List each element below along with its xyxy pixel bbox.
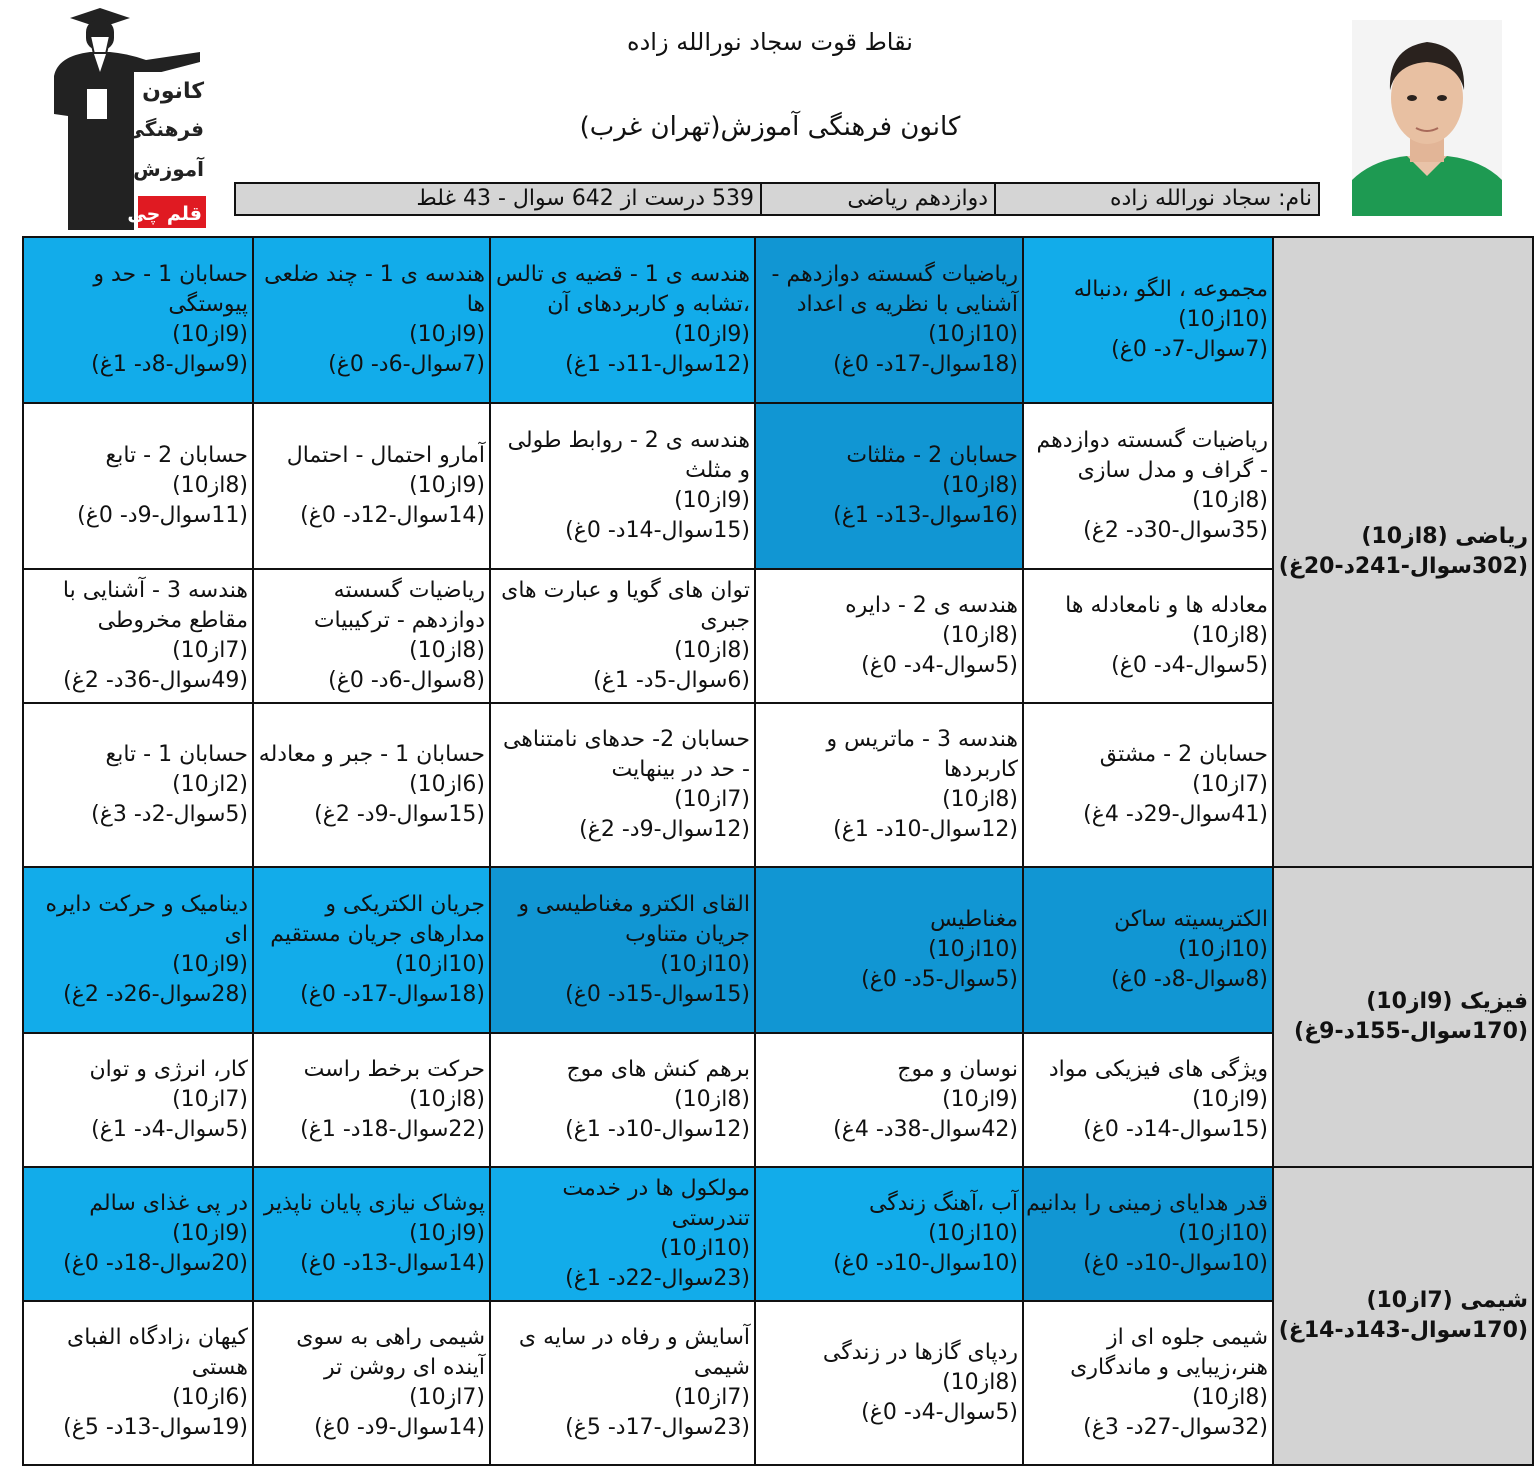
topic-score: (8از10) xyxy=(172,473,248,498)
strengths-table xyxy=(22,236,1534,1466)
logo-text-4: قلم چی xyxy=(127,203,202,225)
topic-score: (2از10) xyxy=(172,772,248,797)
topic-cell xyxy=(253,569,490,703)
table-row xyxy=(23,1167,1533,1301)
topic-score: (8از10) xyxy=(1192,1385,1268,1410)
topic-cell xyxy=(253,1167,490,1301)
topic-title: کار، انرژی و توان xyxy=(89,1057,248,1082)
topic-title: برهم کنش های موج xyxy=(566,1057,750,1082)
topic-score: (7از10) xyxy=(172,1087,248,1112)
topic-score: (8از10) xyxy=(1192,623,1268,648)
topic-score: (10از10) xyxy=(928,1221,1018,1246)
topic-title: توان های گویا و عبارت های جبری xyxy=(501,578,750,633)
topic-cell xyxy=(490,237,755,403)
topic-stats: (12سوال-9د- 2غ) xyxy=(579,817,750,842)
topic-cell xyxy=(1023,237,1273,403)
topic-stats: (18سوال-17د- 0غ) xyxy=(300,982,485,1007)
topic-title: حسابان 1 - تابع xyxy=(105,742,248,767)
topic-score: (10از10) xyxy=(1178,1221,1268,1246)
topic-cell xyxy=(755,569,1023,703)
topic-score: (7از10) xyxy=(172,638,248,663)
topic-title: حرکت برخط راست xyxy=(303,1057,485,1082)
topic-cell xyxy=(755,1167,1023,1301)
topic-stats: (5سوال-2د- 3غ) xyxy=(91,802,248,827)
topic-cell xyxy=(1023,569,1273,703)
topic-title: جریان الکتریکی و مدارهای جریان مستقیم xyxy=(270,892,485,947)
topic-score: (8از10) xyxy=(942,623,1018,648)
topic-stats: (7سوال-7د- 0غ) xyxy=(1111,337,1268,362)
topic-score: (10از10) xyxy=(660,952,750,977)
subject-math: ریاضی (8از10) (302سوال-241د-20غ) xyxy=(1273,237,1533,867)
logo-text-2: فرهنگی xyxy=(124,117,204,141)
topic-cell xyxy=(253,1301,490,1465)
topic-cell xyxy=(755,1301,1023,1465)
topic-score: (9از10) xyxy=(172,1221,248,1246)
topic-title: حسابان 2- حدهای نامتناهی - حد در بینهایت xyxy=(502,727,750,782)
topic-stats: (15سوال-14د- 0غ) xyxy=(565,518,750,543)
topic-cell xyxy=(755,237,1023,403)
table-row xyxy=(23,237,1533,403)
topic-stats: (12سوال-10د- 1غ) xyxy=(833,817,1018,842)
topic-cell xyxy=(755,403,1023,569)
topic-stats: (41سوال-29د- 4غ) xyxy=(1083,802,1268,827)
topic-title: شیمی جلوه ای از هنر،زیبایی و ماندگاری xyxy=(1070,1325,1268,1380)
topic-cell xyxy=(23,237,253,403)
topic-cell xyxy=(23,1033,253,1167)
topic-title: مجموعه ، الگو ،دنباله xyxy=(1073,277,1268,302)
topic-score: (7از10) xyxy=(674,1385,750,1410)
institute-title: کانون فرهنگی آموزش(تهران غرب) xyxy=(579,112,961,142)
topic-score: (8از10) xyxy=(409,1087,485,1112)
topic-score: (9از10) xyxy=(409,473,485,498)
topic-score: (8از10) xyxy=(942,473,1018,498)
topic-stats: (5سوال-4د- 0غ) xyxy=(1111,653,1268,678)
topic-score: (9از10) xyxy=(674,322,750,347)
topic-cell xyxy=(1023,403,1273,569)
topic-stats: (9سوال-8د- 1غ) xyxy=(91,352,248,377)
topic-cell xyxy=(755,1033,1023,1167)
topic-stats: (14سوال-12د- 0غ) xyxy=(300,503,485,528)
student-summary: 539 درست از 642 سوال - 43 غلط xyxy=(416,186,754,211)
topic-title: شیمی راهی به سوی آینده ای روشن تر xyxy=(296,1325,485,1380)
topic-stats: (15سوال-14د- 0غ) xyxy=(1083,1117,1268,1142)
page-title: نقاط قوت سجاد نورالله زاده xyxy=(627,28,913,56)
topic-cell xyxy=(755,703,1023,867)
topic-score: (7از10) xyxy=(409,1385,485,1410)
topic-cell xyxy=(253,237,490,403)
topic-cell xyxy=(1023,703,1273,867)
topic-title: در پی غذای سالم xyxy=(89,1191,248,1216)
topic-cell xyxy=(490,1167,755,1301)
topic-score: (9از10) xyxy=(409,322,485,347)
topic-score: (10از10) xyxy=(928,322,1018,347)
topic-stats: (42سوال-38د- 4غ) xyxy=(833,1117,1018,1142)
student-grade: دوازدهم ریاضی xyxy=(760,184,994,214)
topic-title: دینامیک و حرکت دایره ای xyxy=(45,892,248,947)
topic-title: ریاضیات گسسته دوازدهم - گراف و مدل سازی xyxy=(1036,428,1268,483)
topic-stats: (10سوال-10د- 0غ) xyxy=(833,1251,1018,1276)
topic-title: حسابان 2 - مشتق xyxy=(1099,742,1268,767)
topic-cell xyxy=(23,403,253,569)
topic-cell xyxy=(490,403,755,569)
topic-title: آب ،آهنگ زندگی xyxy=(868,1191,1018,1216)
topic-stats: (23سوال-22د- 1غ) xyxy=(565,1266,750,1291)
topic-title: ردپای گازها در زندگی xyxy=(822,1340,1018,1365)
topic-score: (10از10) xyxy=(395,952,485,977)
topic-title: هندسه ی 2 - روابط طولی و مثلث xyxy=(507,428,750,483)
topic-title: پوشاک نیازی پایان ناپذیر xyxy=(263,1191,485,1216)
topic-title: هندسه 3 - ماتریس و کاربردها xyxy=(826,727,1018,782)
topic-score: (8از10) xyxy=(409,638,485,663)
topic-cell xyxy=(490,1301,755,1465)
topic-cell xyxy=(253,867,490,1033)
topic-stats: (16سوال-13د- 1غ) xyxy=(833,503,1018,528)
topic-cell xyxy=(1023,867,1273,1033)
topic-title: کیهان ،زادگاه الفبای هستی xyxy=(67,1325,248,1380)
table-row xyxy=(23,867,1533,1033)
topic-stats: (22سوال-18د- 1غ) xyxy=(300,1117,485,1142)
topic-title: هندسه ی 2 - دایره xyxy=(845,593,1018,618)
topic-stats: (14سوال-9د- 0غ) xyxy=(314,1415,485,1440)
topic-score: (10از10) xyxy=(1178,307,1268,332)
topic-score: (9از10) xyxy=(674,488,750,513)
topic-score: (8از10) xyxy=(942,787,1018,812)
topic-score: (7از10) xyxy=(1192,772,1268,797)
subject-physics: فیزیک (9از10) (170سوال-155د-9غ) xyxy=(1273,867,1533,1167)
topic-title: معادله ها و نامعادله ها xyxy=(1065,593,1268,618)
topic-title: هندسه ی 1 - چند ضلعی ها xyxy=(264,262,485,317)
topic-score: (9از10) xyxy=(172,322,248,347)
topic-cell xyxy=(253,1033,490,1167)
topic-stats: (6سوال-5د- 1غ) xyxy=(593,668,750,693)
topic-cell xyxy=(755,867,1023,1033)
topic-cell xyxy=(1023,1301,1273,1465)
topic-stats: (8سوال-8د- 0غ) xyxy=(1111,967,1268,992)
topic-stats: (8سوال-6د- 0غ) xyxy=(328,668,485,693)
topic-stats: (20سوال-18د- 0غ) xyxy=(63,1251,248,1276)
topic-stats: (35سوال-30د- 2غ) xyxy=(1083,518,1268,543)
topic-score: (6از10) xyxy=(172,1385,248,1410)
topic-stats: (15سوال-9د- 2غ) xyxy=(314,802,485,827)
topic-title: مغناطیس xyxy=(930,907,1018,932)
topic-stats: (5سوال-4د- 0غ) xyxy=(861,1400,1018,1425)
subject-chemistry: شیمی (7از10) (170سوال-143د-14غ) xyxy=(1273,1167,1533,1465)
topic-score: (8از10) xyxy=(674,1087,750,1112)
topic-cell xyxy=(1023,1167,1273,1301)
topic-stats: (7سوال-6د- 0غ) xyxy=(328,352,485,377)
topic-cell xyxy=(1023,1033,1273,1167)
topic-title: حسابان 2 - تابع xyxy=(105,443,248,468)
student-info-bar xyxy=(234,182,1320,216)
topic-score: (9از10) xyxy=(409,1221,485,1246)
topic-score: (10از10) xyxy=(1178,937,1268,962)
topic-cell xyxy=(23,703,253,867)
topic-title: آسایش و رفاه در سایه ی شیمی xyxy=(518,1325,750,1380)
topic-cell xyxy=(253,703,490,867)
student-name: نام: سجاد نورالله زاده xyxy=(994,184,1318,214)
topic-cell xyxy=(490,703,755,867)
topic-stats: (10سوال-10د- 0غ) xyxy=(1083,1251,1268,1276)
topic-score: (8از10) xyxy=(674,638,750,663)
topic-title: القای الکترو مغناطیسی و جریان متناوب xyxy=(518,892,750,947)
topic-title: ریاضیات گسسته دوازدهم - ترکیبیات xyxy=(313,578,485,633)
topic-stats: (5سوال-5د- 0غ) xyxy=(861,967,1018,992)
topic-stats: (11سوال-9د- 0غ) xyxy=(77,503,248,528)
topic-cell xyxy=(490,569,755,703)
topic-score: (7از10) xyxy=(674,787,750,812)
topic-score: (9از10) xyxy=(942,1087,1018,1112)
topic-score: (10از10) xyxy=(660,1236,750,1261)
topic-cell xyxy=(23,1301,253,1465)
topic-stats: (14سوال-13د- 0غ) xyxy=(300,1251,485,1276)
topic-stats: (12سوال-11د- 1غ) xyxy=(565,352,750,377)
topic-stats: (5سوال-4د- 1غ) xyxy=(91,1117,248,1142)
topic-stats: (23سوال-17د- 5غ) xyxy=(565,1415,750,1440)
student-photo xyxy=(1352,20,1502,216)
topic-stats: (49سوال-36د- 2غ) xyxy=(63,668,248,693)
topic-score: (10از10) xyxy=(928,937,1018,962)
topic-stats: (28سوال-26د- 2غ) xyxy=(63,982,248,1007)
topic-score: (8از10) xyxy=(942,1370,1018,1395)
topic-score: (9از10) xyxy=(1192,1087,1268,1112)
kanoon-logo xyxy=(50,6,210,232)
topic-title: حسابان 1 - حد و پیوستگی xyxy=(93,262,248,317)
topic-title: هندسه 3 - آشنایی با مقاطع مخروطی xyxy=(62,578,248,633)
topic-title: حسابان 2 - مثلثات xyxy=(846,443,1018,468)
topic-title: ریاضیات گسسته دوازدهم - آشنایی با نظریه ی اعداد xyxy=(771,262,1018,317)
topic-score: (6از10) xyxy=(409,772,485,797)
topic-cell xyxy=(253,403,490,569)
topic-cell xyxy=(490,867,755,1033)
topic-stats: (12سوال-10د- 1غ) xyxy=(565,1117,750,1142)
topic-score: (9از10) xyxy=(172,952,248,977)
topic-title: هندسه ی 1 - قضیه ی تالس ،تشابه و کاربردهای آن xyxy=(496,262,750,317)
topic-cell xyxy=(490,1033,755,1167)
topic-stats: (15سوال-15د- 0غ) xyxy=(565,982,750,1007)
topic-title: نوسان و موج xyxy=(897,1057,1018,1082)
topic-title: قدر هدایای زمینی را بدانیم xyxy=(1026,1191,1268,1216)
topic-title: حسابان 1 - جبر و معادله xyxy=(258,742,485,767)
logo-text-1: کانون xyxy=(142,79,204,104)
topic-stats: (19سوال-13د- 5غ) xyxy=(63,1415,248,1440)
topic-cell xyxy=(23,867,253,1033)
topic-title: ویژگی های فیزیکی مواد xyxy=(1048,1057,1268,1082)
topic-cell xyxy=(23,1167,253,1301)
topic-stats: (5سوال-4د- 0غ) xyxy=(861,653,1018,678)
topic-title: الکتریسیته ساکن xyxy=(1114,907,1268,932)
topic-cell xyxy=(23,569,253,703)
logo-text-3: آموزش xyxy=(133,157,204,181)
topic-stats: (32سوال-27د- 3غ) xyxy=(1083,1415,1268,1440)
topic-stats: (18سوال-17د- 0غ) xyxy=(833,352,1018,377)
topic-title: مولکول ها در خدمت تندرستی xyxy=(562,1176,750,1231)
topic-score: (8از10) xyxy=(1192,488,1268,513)
topic-title: آمارو احتمال - احتمال xyxy=(286,443,485,468)
